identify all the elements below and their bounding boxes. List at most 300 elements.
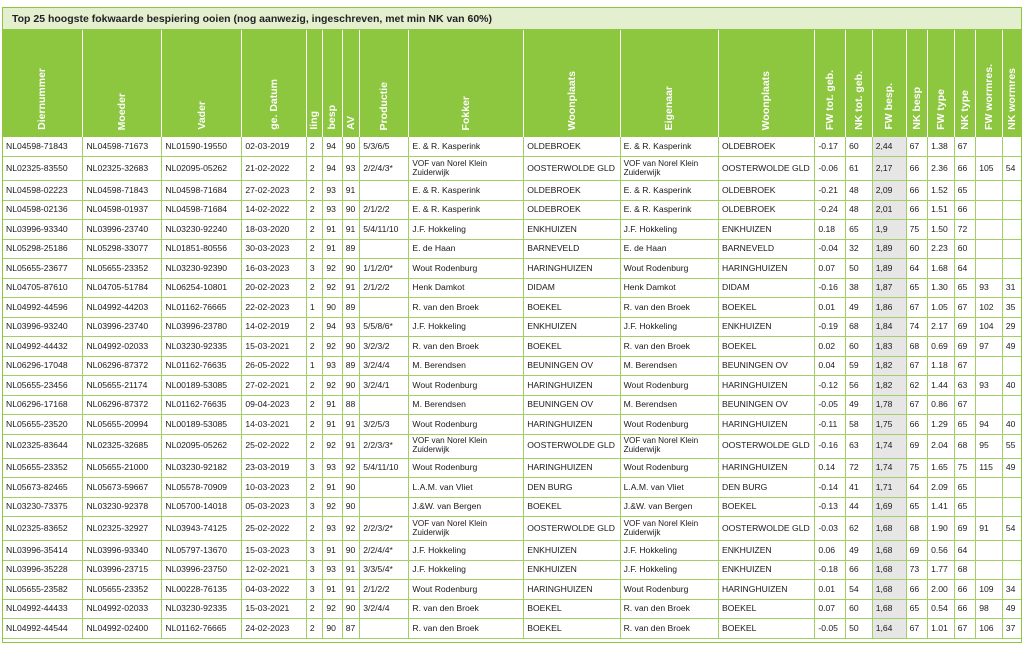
- table-cell: 90: [342, 599, 359, 619]
- table-cell: 60: [906, 239, 928, 259]
- table-cell: 90: [323, 298, 342, 318]
- table-row: [3, 415, 1021, 435]
- table-cell: 54: [1002, 157, 1021, 181]
- table-cell: 68: [846, 317, 873, 337]
- table-cell: 26-05-2022: [242, 356, 307, 376]
- table-cell: E. & R. Kasperink: [620, 137, 718, 157]
- table-cell: 3: [306, 259, 322, 279]
- table-cell: 109: [976, 580, 1003, 600]
- column-header: [323, 30, 342, 137]
- table-cell: [976, 478, 1003, 498]
- table-cell: 2: [306, 239, 322, 259]
- table-cell: -0.17: [815, 137, 846, 157]
- table-cell: Wout Rodenburg: [620, 376, 718, 396]
- table-cell: 1,87: [872, 278, 906, 298]
- table-cell: DEN BURG: [524, 478, 620, 498]
- column-header: [815, 30, 846, 137]
- column-header: [524, 30, 620, 137]
- table-cell: 2: [306, 415, 322, 435]
- table-cell: HARINGHUIZEN: [718, 415, 814, 435]
- table-cell: HARINGHUIZEN: [524, 415, 620, 435]
- table-cell: Wout Rodenburg: [409, 415, 524, 435]
- table-cell: 1: [306, 356, 322, 376]
- table-cell: NL02325-32927: [83, 517, 162, 541]
- table-cell: ENKHUIZEN: [718, 220, 814, 240]
- table-cell: BOEKEL: [524, 337, 620, 357]
- table-cell: 0.07: [815, 259, 846, 279]
- column-header: [976, 30, 1003, 137]
- table-cell: 61: [846, 157, 873, 181]
- table-cell: 91: [342, 415, 359, 435]
- table-cell: 3: [306, 458, 322, 478]
- table-cell: 69: [906, 541, 928, 561]
- table-cell: NL04992-02033: [83, 337, 162, 357]
- table-cell: 92: [323, 376, 342, 396]
- table-cell: E. de Haan: [409, 239, 524, 259]
- table-cell: 90: [342, 137, 359, 157]
- table-row: [3, 317, 1021, 337]
- table-cell: 91: [323, 478, 342, 498]
- table-cell: NL06296-87372: [83, 356, 162, 376]
- table-cell: 18-03-2020: [242, 220, 307, 240]
- table-cell: 66: [906, 157, 928, 181]
- table-cell: 102: [976, 298, 1003, 318]
- table-cell: J.F. Hokkeling: [409, 560, 524, 580]
- table-cell: 1.41: [928, 497, 955, 517]
- table-cell: 2,44: [872, 137, 906, 157]
- table-cell: 1.38: [928, 137, 955, 157]
- column-header-label: NK tot. geb.: [852, 71, 865, 130]
- table-cell: 5/4/11/10: [360, 220, 409, 240]
- table-cell: 2: [306, 200, 322, 220]
- table-cell: NL03230-92390: [162, 259, 242, 279]
- table-cell: BOEKEL: [524, 619, 620, 639]
- table-cell: R. van den Broek: [409, 619, 524, 639]
- table-cell: NL03996-35228: [3, 560, 83, 580]
- table-cell: 1.50: [928, 220, 955, 240]
- column-header: [718, 30, 814, 137]
- table-cell: 1,89: [872, 239, 906, 259]
- table-cell: 91: [976, 517, 1003, 541]
- table-cell: 2.00: [928, 580, 955, 600]
- table-cell: [1002, 497, 1021, 517]
- table-cell: NL05298-33077: [83, 239, 162, 259]
- table-cell: NL01162-76635: [162, 395, 242, 415]
- table-cell: NL03230-92335: [162, 337, 242, 357]
- table-cell: 2/1/2/2: [360, 580, 409, 600]
- table-title: Top 25 hoogste fokwaarde bespiering ooien (nog aanwezig, ingeschreven, met min NK van 60%): [3, 8, 1021, 30]
- table-cell: 2,17: [872, 157, 906, 181]
- table-cell: 37: [1002, 619, 1021, 639]
- table-cell: 68: [906, 517, 928, 541]
- table-cell: NL02325-83652: [3, 517, 83, 541]
- table-cell: Wout Rodenburg: [620, 580, 718, 600]
- table-cell: Henk Damkot: [620, 278, 718, 298]
- table-cell: NL05655-23677: [3, 259, 83, 279]
- table-cell: 88: [342, 395, 359, 415]
- table-cell: 115: [976, 458, 1003, 478]
- table-cell: 1,78: [872, 395, 906, 415]
- table-row: [3, 337, 1021, 357]
- column-header-label: FW tot. geb.: [823, 69, 836, 130]
- table-cell: 67: [954, 619, 976, 639]
- column-header: [928, 30, 955, 137]
- table-cell: NL02095-05262: [162, 434, 242, 458]
- table-cell: NL05655-23352: [83, 580, 162, 600]
- table-cell: 10-03-2023: [242, 478, 307, 498]
- table-cell: 31: [1002, 278, 1021, 298]
- column-header-label: Eigenaar: [663, 85, 676, 130]
- table-cell: 89: [342, 298, 359, 318]
- table-cell: 64: [906, 478, 928, 498]
- column-header: [409, 30, 524, 137]
- table-cell: NL04992-02033: [83, 599, 162, 619]
- table-cell: 67: [906, 619, 928, 639]
- table-cell: 91: [323, 239, 342, 259]
- table-cell: 49: [1002, 599, 1021, 619]
- table-cell: 65: [846, 220, 873, 240]
- table-cell: 69: [954, 317, 976, 337]
- table-cell: 64: [906, 259, 928, 279]
- column-header: [342, 30, 359, 137]
- table-cell: 5/3/6/5: [360, 137, 409, 157]
- table-cell: NL04992-44203: [83, 298, 162, 318]
- table-cell: 1,82: [872, 356, 906, 376]
- table-cell: 60: [954, 239, 976, 259]
- table-cell: J.F. Hokkeling: [409, 541, 524, 561]
- table-cell: -0.14: [815, 478, 846, 498]
- table-cell: 0.86: [928, 395, 955, 415]
- table-cell: ENKHUIZEN: [718, 560, 814, 580]
- table-cell: 2: [306, 376, 322, 396]
- table-cell: NL01590-19550: [162, 137, 242, 157]
- table-cell: NL03996-93340: [83, 541, 162, 561]
- table-row: [3, 434, 1021, 458]
- table-cell: 48: [846, 200, 873, 220]
- table-cell: 25-02-2022: [242, 434, 307, 458]
- table-cell: J.F. Hokkeling: [620, 317, 718, 337]
- table-cell: 2: [306, 181, 322, 201]
- table-cell: NL03230-73375: [3, 497, 83, 517]
- table-cell: 1: [306, 298, 322, 318]
- table-cell: 67: [954, 298, 976, 318]
- table-cell: 48: [846, 181, 873, 201]
- table-cell: [976, 181, 1003, 201]
- table-cell: 91: [323, 580, 342, 600]
- table-cell: 2: [306, 157, 322, 181]
- table-cell: 3/2/4/1: [360, 376, 409, 396]
- table-cell: 63: [846, 434, 873, 458]
- table-cell: NL03943-74125: [162, 517, 242, 541]
- table-row: [3, 298, 1021, 318]
- table-cell: 1,68: [872, 517, 906, 541]
- table-cell: R. van den Broek: [620, 337, 718, 357]
- table-cell: 90: [342, 259, 359, 279]
- table-cell: 1,71: [872, 478, 906, 498]
- table-cell: 92: [323, 497, 342, 517]
- table-cell: 30-03-2023: [242, 239, 307, 259]
- table-cell: NL03996-23780: [162, 317, 242, 337]
- table-cell: 94: [323, 317, 342, 337]
- table-cell: 14-02-2022: [242, 200, 307, 220]
- table-cell: 104: [976, 317, 1003, 337]
- table-cell: 2: [306, 619, 322, 639]
- table-cell: 72: [954, 220, 976, 240]
- table-cell: 22-02-2023: [242, 298, 307, 318]
- table-cell: Wout Rodenburg: [409, 259, 524, 279]
- table-cell: 74: [906, 317, 928, 337]
- table-row: [3, 239, 1021, 259]
- column-header: [954, 30, 976, 137]
- table-cell: NL05797-13670: [162, 541, 242, 561]
- table-cell: 93: [323, 356, 342, 376]
- table-cell: 1,82: [872, 376, 906, 396]
- table-cell: 2/1/2/2: [360, 278, 409, 298]
- table-cell: 15-03-2021: [242, 337, 307, 357]
- table-cell: 15-03-2023: [242, 541, 307, 561]
- table-cell: ENKHUIZEN: [524, 560, 620, 580]
- column-header-label: Moeder: [116, 92, 129, 130]
- table-cell: 67: [954, 395, 976, 415]
- table-cell: 66: [954, 599, 976, 619]
- table-cell: BEUNINGEN OV: [524, 395, 620, 415]
- column-header-label: besp: [326, 105, 339, 130]
- table-cell: NL05673-59667: [83, 478, 162, 498]
- table-cell: 05-03-2023: [242, 497, 307, 517]
- table-cell: [976, 356, 1003, 376]
- table-cell: 0.06: [815, 541, 846, 561]
- table-cell: -0.19: [815, 317, 846, 337]
- table-cell: VOF van Norel Klein Zuiderwijk: [409, 157, 524, 181]
- header-row: [3, 30, 1021, 137]
- table-cell: 0.18: [815, 220, 846, 240]
- table-cell: VOF van Norel Klein Zuiderwijk: [620, 517, 718, 541]
- table-row: [3, 157, 1021, 181]
- table-cell: Wout Rodenburg: [409, 376, 524, 396]
- table-cell: J.F. Hokkeling: [409, 220, 524, 240]
- table-cell: NL03996-23715: [83, 560, 162, 580]
- column-header-label: Woonplaats: [760, 70, 773, 130]
- table-cell: 2: [306, 517, 322, 541]
- table-cell: 3/2/4/4: [360, 599, 409, 619]
- table-cell: 92: [323, 278, 342, 298]
- table-row: [3, 278, 1021, 298]
- table-cell: BOEKEL: [524, 298, 620, 318]
- table-cell: [360, 395, 409, 415]
- column-header: [846, 30, 873, 137]
- table-cell: BOEKEL: [524, 599, 620, 619]
- column-header-label: AV: [344, 116, 357, 130]
- table-row: [3, 599, 1021, 619]
- table-cell: 29: [1002, 317, 1021, 337]
- table-cell: R. van den Broek: [409, 298, 524, 318]
- table-cell: 92: [323, 434, 342, 458]
- table-cell: 91: [342, 220, 359, 240]
- table-container: [2, 7, 1022, 643]
- table-row: [3, 259, 1021, 279]
- table-cell: 2/2/4/3*: [360, 157, 409, 181]
- table-cell: 1,9: [872, 220, 906, 240]
- table-cell: 2/2/4/4*: [360, 541, 409, 561]
- table-cell: 0.02: [815, 337, 846, 357]
- table-cell: VOF van Norel Klein Zuiderwijk: [620, 434, 718, 458]
- table-row: [3, 517, 1021, 541]
- table-cell: 3/2/5/3: [360, 415, 409, 435]
- table-cell: NL05655-23456: [3, 376, 83, 396]
- table-cell: 02-03-2019: [242, 137, 307, 157]
- table-cell: BEUNINGEN OV: [718, 356, 814, 376]
- table-cell: 0.54: [928, 599, 955, 619]
- table-cell: 65: [906, 278, 928, 298]
- table-cell: VOF van Norel Klein Zuiderwijk: [409, 434, 524, 458]
- table-cell: 67: [954, 137, 976, 157]
- table-cell: [1002, 356, 1021, 376]
- table-cell: 1.51: [928, 200, 955, 220]
- table-cell: 1.44: [928, 376, 955, 396]
- table-cell: 75: [954, 458, 976, 478]
- table-cell: NL06296-17168: [3, 395, 83, 415]
- column-header-label: ge. Datum: [267, 79, 280, 130]
- table-cell: Wout Rodenburg: [620, 415, 718, 435]
- table-cell: 93: [323, 458, 342, 478]
- table-cell: HARINGHUIZEN: [524, 376, 620, 396]
- table-cell: NL04992-44544: [3, 619, 83, 639]
- table-cell: J.F. Hokkeling: [620, 541, 718, 561]
- table-cell: 27-02-2021: [242, 376, 307, 396]
- table-cell: 49: [846, 395, 873, 415]
- table-cell: 91: [342, 181, 359, 201]
- ranking-table: [3, 30, 1021, 639]
- table-row: [3, 376, 1021, 396]
- table-cell: DIDAM: [524, 278, 620, 298]
- table-cell: 56: [846, 376, 873, 396]
- column-header-label: NK type: [958, 90, 971, 130]
- table-cell: 14-03-2021: [242, 415, 307, 435]
- table-cell: NL00189-53085: [162, 415, 242, 435]
- table-cell: [1002, 181, 1021, 201]
- table-cell: NL06296-87372: [83, 395, 162, 415]
- column-header-label: Fokker: [460, 95, 473, 130]
- table-cell: 66: [846, 560, 873, 580]
- table-cell: -0.05: [815, 619, 846, 639]
- table-cell: 21-02-2022: [242, 157, 307, 181]
- table-cell: NL05673-82465: [3, 478, 83, 498]
- table-row: [3, 580, 1021, 600]
- table-cell: [976, 259, 1003, 279]
- table-cell: NL03230-92240: [162, 220, 242, 240]
- table-cell: 04-03-2022: [242, 580, 307, 600]
- table-cell: NL05655-23520: [3, 415, 83, 435]
- table-cell: 98: [976, 599, 1003, 619]
- table-cell: 20-02-2023: [242, 278, 307, 298]
- column-header-label: Woonplaats: [565, 70, 578, 130]
- table-cell: ENKHUIZEN: [524, 220, 620, 240]
- table-cell: 62: [846, 517, 873, 541]
- table-cell: 91: [342, 560, 359, 580]
- table-row: [3, 181, 1021, 201]
- table-cell: 66: [954, 580, 976, 600]
- table-cell: NL00189-53085: [162, 376, 242, 396]
- table-cell: OLDEBROEK: [524, 200, 620, 220]
- table-cell: 1.30: [928, 278, 955, 298]
- table-cell: 2.09: [928, 478, 955, 498]
- table-cell: J.F. Hokkeling: [620, 560, 718, 580]
- table-cell: 92: [323, 259, 342, 279]
- table-cell: 93: [342, 157, 359, 181]
- table-cell: 2: [306, 278, 322, 298]
- table-cell: 2: [306, 434, 322, 458]
- table-cell: OOSTERWOLDE GLD: [718, 157, 814, 181]
- table-cell: NL02325-83550: [3, 157, 83, 181]
- table-cell: 93: [976, 278, 1003, 298]
- table-cell: 2.17: [928, 317, 955, 337]
- table-cell: -0.11: [815, 415, 846, 435]
- table-cell: 24-02-2023: [242, 619, 307, 639]
- table-cell: 90: [323, 619, 342, 639]
- table-row: [3, 458, 1021, 478]
- table-cell: NL02325-83644: [3, 434, 83, 458]
- table-cell: 91: [323, 415, 342, 435]
- table-cell: 27-02-2023: [242, 181, 307, 201]
- table-cell: 90: [342, 200, 359, 220]
- table-cell: ENKHUIZEN: [524, 541, 620, 561]
- table-row: [3, 541, 1021, 561]
- table-cell: 87: [342, 619, 359, 639]
- table-cell: 91: [323, 395, 342, 415]
- table-cell: 75: [906, 220, 928, 240]
- table-cell: 1,64: [872, 619, 906, 639]
- table-cell: J.F. Hokkeling: [620, 220, 718, 240]
- table-cell: [976, 395, 1003, 415]
- table-cell: E. & R. Kasperink: [409, 137, 524, 157]
- table-cell: NL05655-21174: [83, 376, 162, 396]
- table-cell: OLDEBROEK: [524, 137, 620, 157]
- table-cell: 65: [954, 415, 976, 435]
- column-header: [360, 30, 409, 137]
- table-cell: NL03996-35414: [3, 541, 83, 561]
- table-cell: 25-02-2022: [242, 517, 307, 541]
- table-cell: 49: [846, 298, 873, 318]
- table-cell: OOSTERWOLDE GLD: [524, 434, 620, 458]
- table-cell: NL04992-44433: [3, 599, 83, 619]
- table-cell: 65: [906, 599, 928, 619]
- table-cell: 1,75: [872, 415, 906, 435]
- table-cell: OOSTERWOLDE GLD: [718, 434, 814, 458]
- table-cell: 60: [846, 137, 873, 157]
- table-cell: 38: [846, 278, 873, 298]
- table-cell: NL02325-32685: [83, 434, 162, 458]
- table-cell: -0.13: [815, 497, 846, 517]
- table-cell: 3/2/4/4: [360, 356, 409, 376]
- table-cell: E. de Haan: [620, 239, 718, 259]
- table-cell: -0.24: [815, 200, 846, 220]
- table-cell: NL04598-02136: [3, 200, 83, 220]
- table-cell: 65: [954, 497, 976, 517]
- table-cell: OLDEBROEK: [718, 200, 814, 220]
- table-cell: NL01851-80556: [162, 239, 242, 259]
- table-cell: 1,83: [872, 337, 906, 357]
- table-cell: NL05655-23352: [3, 458, 83, 478]
- table-cell: NL04598-71843: [83, 181, 162, 201]
- table-row: [3, 478, 1021, 498]
- table-cell: 2: [306, 317, 322, 337]
- table-cell: 58: [846, 415, 873, 435]
- table-row: [3, 395, 1021, 415]
- table-cell: 5/4/11/10: [360, 458, 409, 478]
- table-cell: 12-02-2021: [242, 560, 307, 580]
- table-cell: 69: [954, 517, 976, 541]
- table-cell: [976, 137, 1003, 157]
